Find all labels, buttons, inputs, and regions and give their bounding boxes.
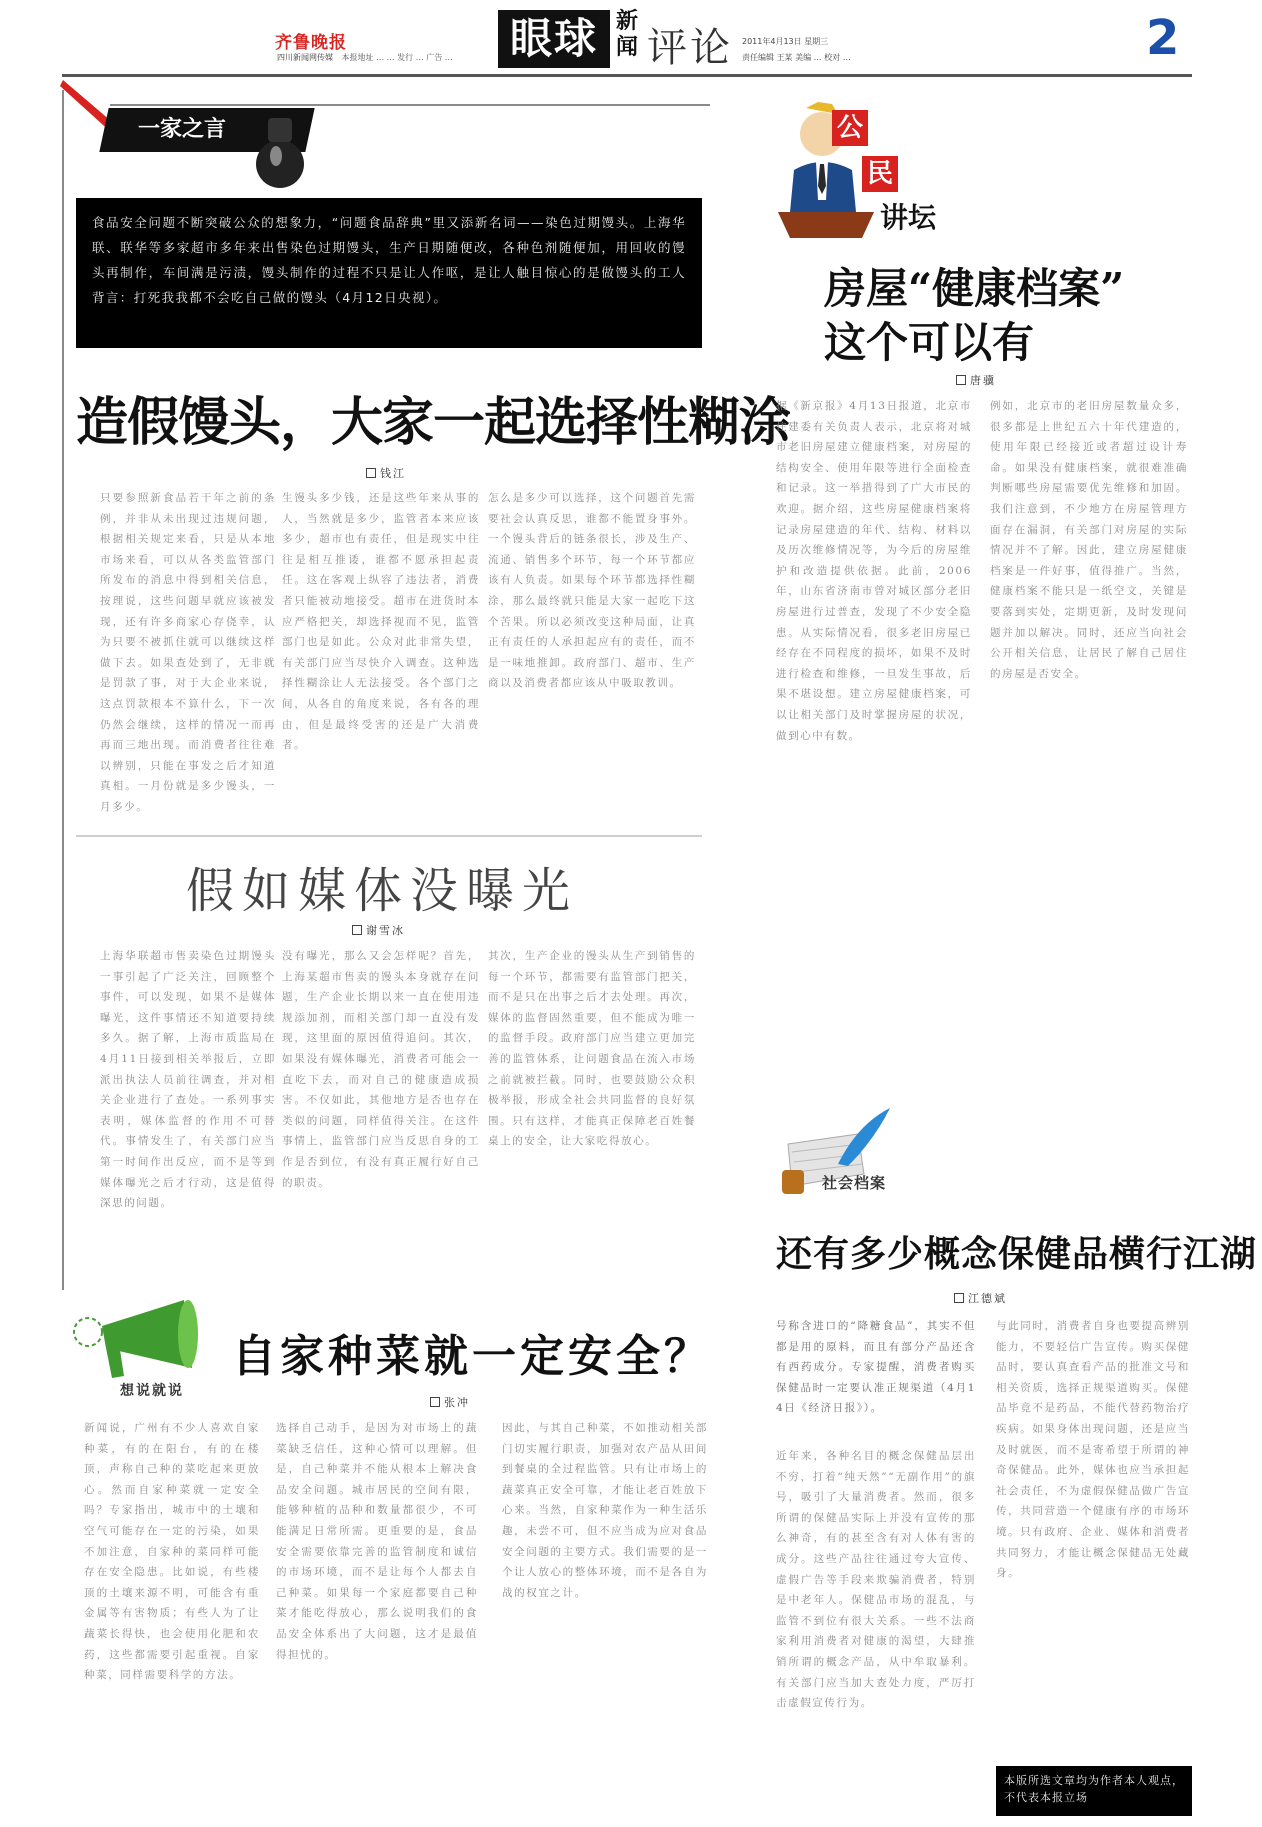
column-label-jiangtan: 讲坛 (880, 201, 937, 234)
top-rule-left (110, 104, 710, 106)
article3-title: 自家种菜就一定安全？ (232, 1331, 712, 1382)
article1-title: 造假馒头，大家一起选择性糊涂 (76, 392, 791, 453)
article3-col1: 新闻说，广州有不少人喜欢自家种菜，有的在阳台，有的在楼顶，声称自己种的菜吃起来更放心。然而自家种菜就一定安全吗？专家指出，城市中的土壤和空气可能存在一定的污染，如果不加注意，自家种的菜同样可能存在安全隐患。比如说，有些楼顶的土壤来源不明，可能含有重金属等有害物质；有些人为了让蔬菜长得快，也会使用化肥和农药，这些都需要引起重视。自家种菜，同样需要科学的方法。 (84, 1422, 260, 1682)
article4-byline: 唐骥 (956, 372, 996, 388)
section-logo: 眼球 (498, 10, 610, 68)
article4-title-line1: 房屋“健康档案” (824, 264, 1125, 313)
intro-box: 食品安全问题不断突破公众的想象力，“问题食品辞典”里又添新名词——染色过期馒头。上海华联、联华等多家超市多年来出售染色过期馒头，生产日期随便改，各种色剂随便加，用回收的馒头再制作，车间满是污渍，馒头制作的过程不只是让人作呕，是让人触目惊心的是做馒头的工人背言：打死我我都不会吃自己做的馒头（4月12日央视）。 (76, 198, 702, 348)
column-label-min: 民 (862, 156, 898, 192)
article2-col2: 没有曝光，那么又会怎样呢？首先，上海某超市售卖的馒头本身就存在问题，生产企业长期以来一直在使用违规添加剂，而相关部门却一直没有发现，这里面的原因值得追问。其次，如果没有媒体曝光，消费者可能会一直吃下去，而对自己的健康造成损害。不仅如此，其他地方是否也存在类似的问题，同样值得关注。在这件事情上，监管部门应当反思自身的工作是否到位，有没有真正履行好自己的职责。 (282, 950, 480, 1189)
column-label-gong: 公 (832, 110, 868, 146)
date-line: 2011年4月13日 星期三 (742, 37, 829, 46)
article5-col1: 近年来，各种名目的概念保健品层出不穷，打着“纯天然”“无副作用”的旗号，吸引了大量消费者。然而，很多所谓的保健品实际上并没有宣传的那么神奇，有的甚至含有对人体有害的成分。这些产品往往通过夸大宣传、虚假广告等手段来欺骗消费者，特别是中老年人。保健品市场的混乱，与监管不到位有很大关系。一些不法商家利用消费者对健康的渴望，大肆推销所谓的概念产品，从中牟取暴利。有关部门应当加大查处力度，严厉打击虚假宣传行为。 (776, 1450, 976, 1710)
article5-col2: 与此同时，消费者自身也要提高辨别能力，不要轻信广告宣传。购买保健品时，要认真查看产品的批准文号和相关资质，选择正规渠道购买。保健品毕竟不是药品，不能代替药物治疗疾病。如果身体出现问题，还是应当及时就医，而不是寄希望于所谓的神奇保健品。此外，媒体也应当承担起社会责任，不为虚假保健品做广告宣传，共同营造一个健康有序的市场环境。只有政府、企业、媒体和消费者共同努力，才能让概念保健品无处藏身。 (996, 1320, 1190, 1580)
article5-intro: 号称含进口的“降糖食品”，其实不但都是用的原料，而且有部分产品还含有西药成分。专家提醒，消费者购买保健品时一定要认准正规渠道（4月14日《经济日报》）。 (776, 1320, 976, 1415)
article1-divider (76, 835, 702, 837)
column-label-shehui: 社会档案 (822, 1174, 887, 1192)
article5-byline: 江德斌 (954, 1290, 1007, 1306)
page-number: 2 (1146, 10, 1180, 66)
article4-col2: 例如，北京市的老旧房屋数量众多，很多都是上世纪五六十年代建造的，使用年限已经接近或者超过设计寿命。如果没有健康档案，就很难准确判断哪些房屋需要优先维修和加固。我们注意到，不少地方在房屋管理方面存在漏洞，有关部门对房屋的实际情况并不了解。因此，建立房屋健康档案是一件好事，值得推广。当然，健康档案不能只是一纸空文，关键是要落到实处，定期更新，及时发现问题并加以解决。同时，还应当向社会公开相关信息，让居民了解自己居住的房屋是否安全。 (990, 400, 1188, 680)
article3-byline: 张冲 (430, 1394, 470, 1410)
article3-col3: 因此，与其自己种菜，不如推动相关部门切实履行职责，加强对农产品从田间到餐桌的全过程监管。只有让市场上的蔬菜真正安全可靠，才能让老百姓放下心来。当然，自家种菜作为一种生活乐趣，未尝不可，但不应当成为应对食品安全问题的主要方式。我们需要的是一个让人放心的整体环境，而不是各自为战的权宜之计。 (502, 1422, 708, 1599)
article1-col3: 怎么是多少可以选择，这个问题首先需要社会认真反思，谁都不能置身事外。一个馒头背后的链条很长，涉及生产、流通、销售多个环节，每一个环节都应该有人负责。如果每个环节都选择性糊涂，那么最终就只能是大家一起吃下这个苦果。所以必须改变这种局面，让真正有责任的人承担起应有的责任，而不是一味地推卸。政府部门、超市、生产商以及消费者都应该从中吸取教训。 (488, 492, 696, 690)
section-logo-small: 新 闻 (616, 8, 639, 60)
article1-col1: 只要参照新食品若干年之前的条例，并非从未出现过违规问题，根据相关规定来看，只是从本地市场来看，可以从各类监管部门所发布的消息中得到相关信息，按理说，这些问题早就应该被发现，还有许多商家心存侥幸，认为只要不被抓住就可以继续这样做下去。如果查处到了，无非就是罚款了事，对于大企业来说，这点罚款根本不算什么，下一次仍然会继续，这样的情况一而再再而三地出现。而消费者往往难以辨别，只能在事发之后才知道真相。一月份就是多少馒头，一月多少。 (100, 492, 276, 813)
article2-byline: 谢雪冰 (352, 922, 405, 938)
opinion-notice: 本版所选文章均为作者本人观点，不代表本报立场 (996, 1766, 1192, 1816)
section-title: 评论 (647, 25, 733, 71)
article4-col1: 据《新京报》4月13日报道，北京市住建委有关负责人表示，北京将对城市老旧房屋建立健康档案，对房屋的结构安全、使用年限等进行全面检查和记录。这一举措得到了广大市民的欢迎。据介绍，这些房屋健康档案将记录房屋建造的年代、结构、材料以及历次维修情况等，为今后的房屋维护和改造提供依据。此前，2006年，山东省济南市曾对城区部分老旧房屋进行过普查，发现了不少安全隐患。从实际情况看，很多老旧房屋已经存在不同程度的损坏，如果不及时进行检查和维修，一旦发生事故，后果不堪设想。建立房屋健康档案，可以让相关部门及时掌握房屋的状况，做到心中有数。 (776, 400, 972, 742)
article5-title: 还有多少概念保健品横行江湖 (776, 1233, 1258, 1275)
editor-line: 责任编辑 王某 美编 … 校对 … (742, 53, 851, 62)
left-column-rule (62, 90, 64, 1290)
column-label-yijia: 一家之言 (99, 108, 314, 152)
paper-logo (275, 28, 347, 53)
article2-col1: 上海华联超市售卖染色过期馒头一事引起了广泛关注，回顾整个事件，可以发现，如果不是媒体曝光，这件事情还不知道要持续多久。据了解，上海市质监局在4月11日接到相关举报后，立即派出执法人员前往调查，并对相关企业进行了查处。一系列事实表明，媒体监督的作用不可替代。事情发生了，有关部门应当第一时间作出反应，而不是等到媒体曝光之后才行动，这是值得深思的问题。 (100, 950, 276, 1210)
megaphone-icon (66, 1290, 206, 1394)
ink-bottle-icon (250, 112, 310, 196)
article1-byline: 钱江 (366, 465, 406, 481)
article2-title: 假如媒体没曝光 (186, 863, 579, 919)
masthead (0, 0, 1262, 80)
masthead-rule (62, 74, 1192, 77)
article2-col3: 其次，生产企业的馒头从生产到销售的每一个环节，都需要有监管部门把关，而不是只在出事之后才去处理。再次，媒体的监督固然重要，但不能成为唯一的监督手段。政府部门应当建立更加完善的监管体系，让问题食品在流入市场之前就被拦截。同时，也要鼓励公众积极举报，形成全社会共同监督的良好氛围。只有这样，才能真正保障老百姓餐桌上的安全，让大家吃得放心。 (488, 950, 696, 1148)
article3-col2: 选择自己动手，是因为对市场上的蔬菜缺乏信任，这种心情可以理解。但是，自己种菜并不能从根本上解决食品安全问题。城市居民的空间有限，能够种植的品种和数量都很少，不可能满足日常所需。更重要的是，食品安全需要依靠完善的监管制度和诚信的市场环境，而不是让每个人都去自己种菜。如果每一个家庭都要自己种菜才能吃得放心，那么说明我们的食品安全体系出了大问题，这才是最值得担忧的。 (276, 1422, 478, 1661)
paper-subtitle: 四川新闻网传媒 本报地址 … … 发行 … 广告 … (277, 53, 453, 62)
article1-col2: 生馒头多少钱，还是这些年来从事的人，当然就是多少，监管者本来应该多少，超市也有责任，但是现实中往往是相互推诿，谁都不愿承担起责任。这在客观上纵容了违法者，消费者只能被动地接受。超市在进货时本应严格把关，却选择视而不见，监管部门也是如此。公众对此非常失望，有关部门应当尽快介入调查。这种选择性糊涂让人无法接受。各个部门之间，从各自的角度来说，各有各的理由，但是最终受害的还是广大消费者。 (282, 492, 480, 752)
column-label-xiangshuo: 想说就说 (120, 1383, 184, 1399)
article4-title-line2: 这个可以有 (824, 318, 1035, 367)
paper-name: 齐鲁晚报 (275, 33, 347, 53)
